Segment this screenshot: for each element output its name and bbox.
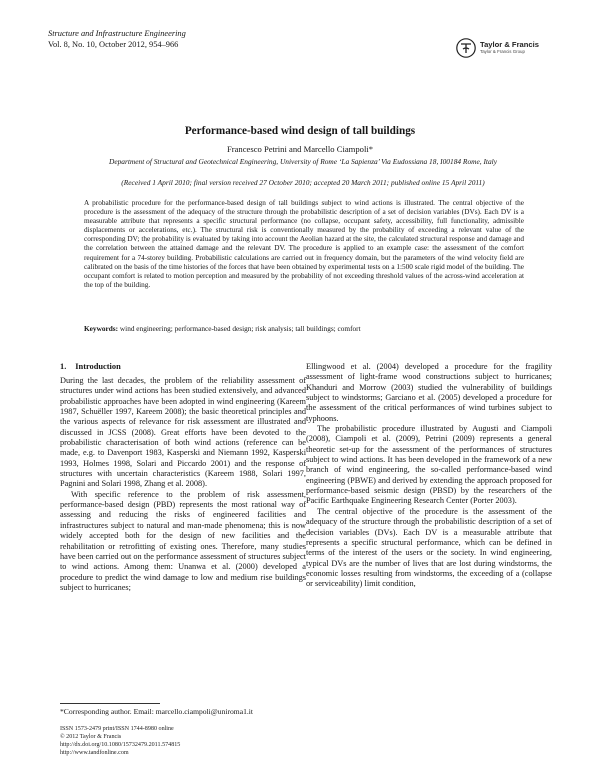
- paragraph: The probabilistic procedure illustrated by Augusti and Ciampoli (2008), Ciampoli et al. (2009), Petrini (2009) represents a general theoretic set-up for the assessment of the performances of structures subject to wind actions. It has been developed in the framework of a new branch of wind engineering, the so-called performance-based wind engineering (PBWE) and derived by extending the approach proposed for performance-based seismic design (PBSD) by the researchers of the Pacific Earthquake Engineering Research Center (Porter 2003).: [306, 424, 552, 506]
- section-title: Introduction: [75, 362, 121, 371]
- author-affiliation: Department of Structural and Geotechnical Engineering, University of Rome ‘La Sapienza’ Via Eudossiana 18, I00184 Rome, Italy: [108, 157, 497, 166]
- publisher-logo-icon: [456, 38, 476, 58]
- footnote-divider: [60, 703, 160, 704]
- section-heading: [60, 362, 306, 372]
- keywords: [84, 324, 524, 333]
- doi-link[interactable]: http://dx.doi.org/10.1080/15732479.2011.574815: [60, 741, 181, 748]
- volume-info: Vol. 8, No. 10, October 2012, 954–966: [48, 40, 179, 49]
- publisher-logo: [456, 38, 556, 60]
- section-number: 1.: [60, 362, 67, 371]
- corresponding-author-footnote: *Corresponding author. Email: marcello.ciampoli@uniroma1.it: [60, 707, 253, 716]
- issn: ISSN 1573-2479 print/ISSN 1744-8980 online: [60, 726, 174, 732]
- publisher-group: Taylor & Francis Group: [480, 49, 525, 54]
- article-title: Performance-based wind design of tall buildings: [184, 125, 416, 137]
- journal-url-link[interactable]: http://www.tandfonline.com: [60, 749, 129, 756]
- journal-header: [48, 28, 186, 50]
- publication-meta: [60, 726, 180, 758]
- left-column: [60, 362, 306, 593]
- paragraph: Ellingwood et al. (2004) developed a procedure for the fragility assessment of light-frame wood constructions subject to hurricanes; Khanduri and Morrow (2003) studied the vulnerability of buildings subject to windstorms; Garciano et al. (2005) developed a procedure for the assessment of the critical performances of wind turbines subject to typhoons.: [306, 362, 552, 423]
- paragraph: The central objective of the procedure is the assessment of the adequacy of the structure through the probabilistic description of a set of decision variables (DVs). Each DV is a measurable attribute that represents a specific structural performance, which can be defined in terms of the interest of the users or the society. In wind engineering, typical DVs are the number of lives that are lost during windstorms, the economic losses resulting from windstorms, the exceeding of a (collapse or serviceability) limit condition,: [306, 506, 552, 589]
- copyright: © 2012 Taylor & Francis: [60, 733, 122, 740]
- keywords-label: Keywords:: [84, 324, 119, 333]
- journal-name: Structure and Infrastructure Engineering: [48, 29, 186, 38]
- publisher-name: Taylor & Francis: [480, 40, 539, 49]
- paragraph: During the last decades, the problem of the reliability assessment of structures under wind actions has been studied extensively, and advanced probabilistic approaches have been adopted in wind engineering (Kareem 1987, Schuëller 1997, Kareem 2008); the basic theoretical principles and the various aspects of relevance for risk assessment are illustrated and discussed in JCSS (2008). Great efforts have been devoted to the probabilistic characterisation of both wind actions (reference can be made, e.g. to Davenport 1983, Kasperski and Niemann 1992, Kasperski 1993, Holmes 1998, Solari and Piccardo 2001) and the response of structures with uncertain characteristics (Kareem 1988, Solari 1997, Pagnini and Solari 1998, Zhang et al. 2008).: [60, 376, 306, 489]
- article-dates: (Received 1 April 2010; final version received 27 October 2010; accepted 20 March 2011; published online 15 April 2011): [121, 178, 485, 187]
- abstract: A probabilistic procedure for the performance-based design of tall buildings subject to wind actions is illustrated. The central objective of the procedure is the assessment of the adequacy of the structure through the probabilistic description of a set of decision variables (DVs). Each DV is a measurable attribute that represents a specific structural performance (no collapse, occupant safety, accessibility, full functionality, admissible displacements or accelerations, etc.). The structural risk is conventionally measured by the probability of exceeding a relevant value of the corresponding DV; the probability is evaluated by taking into account the Aeolian hazard at the site, the calculated structural response and damage and the correlation between the attained damage and the relevant DV. The procedure is applied to an example case: the assessment of the comfort requirement for a 74-storey building. Probabilistic calculations are carried out in frequency domain, but the parameters of the wind velocity field are calibrated on the basis of the time histories of the forces that have been obtained by experimental tests on a 1:500 scale rigid model of the building. The occupant comfort is related to motion perception and measured by the probability of not exceeding threshold values of the across-wind acceleration at the top of the building.: [84, 199, 524, 289]
- keywords-list: wind engineering; performance-based design; risk analysis; tall buildings; comfort: [119, 324, 361, 333]
- paragraph: With specific reference to the problem of risk assessment, performance-based design (PBD) represents the most rational way of assessing and reducing the risks of engineered facilities and infrastructures subject to natural and man-made phenomena; this is now widely accepted both for the design of new facilities and the rehabilitation or retrofitting of existing ones. Therefore, many studies have been carried out on the performance assessment of structures subject to wind actions. Among them: Unanwa et al. (2000) developed a procedure to predict the wind damage to low and medium rise buildings subject to hurricanes;: [60, 489, 306, 592]
- right-column: [306, 362, 552, 590]
- article-authors: Francesco Petrini and Marcello Ciampoli*: [226, 144, 374, 154]
